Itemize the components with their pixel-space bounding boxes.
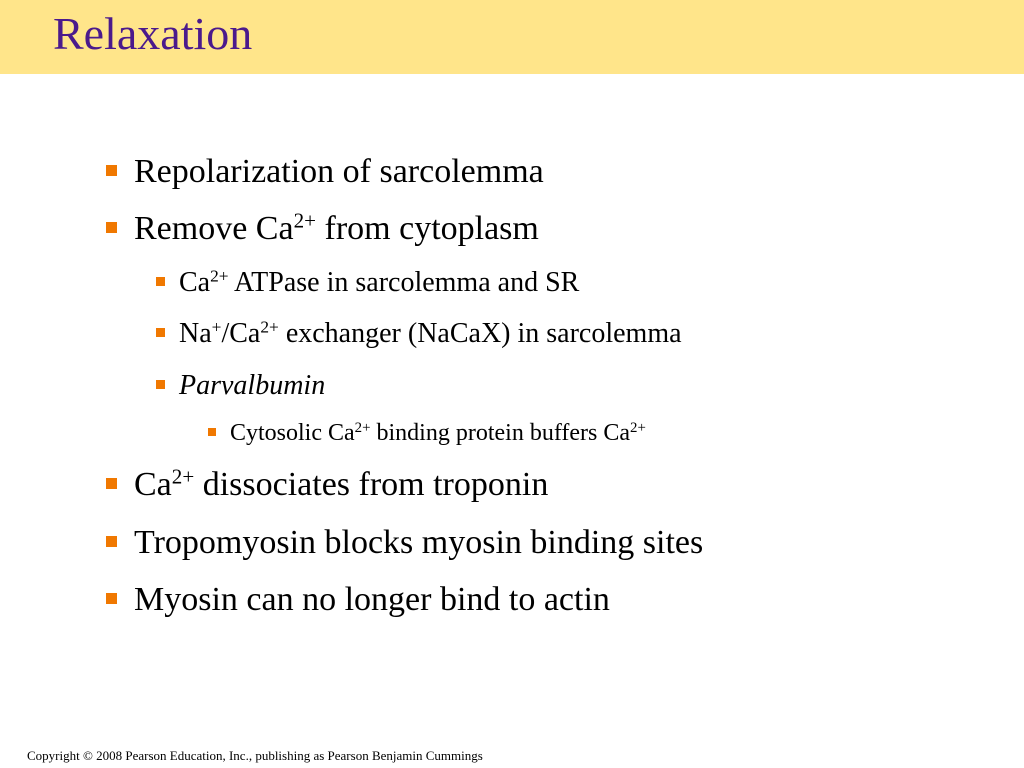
bullet-text-start: Remove Ca	[134, 210, 294, 247]
bullet-remove-calcium	[134, 208, 539, 247]
bullet-text-start: Cytosolic Ca	[230, 420, 355, 446]
superscript: 2+	[260, 317, 279, 337]
bullet-text: Tropomyosin blocks myosin binding sites	[134, 524, 704, 561]
square-bullet-icon	[156, 328, 165, 337]
bullet-repolarization	[134, 155, 544, 189]
copyright-footer: Copyright © 2008 Pearson Education, Inc., publishing as Pearson Benjamin Cummings	[27, 748, 483, 763]
superscript: 2+	[210, 266, 229, 286]
square-bullet-icon	[208, 428, 216, 436]
square-bullet-icon	[106, 536, 117, 547]
bullet-ca-atpase	[179, 266, 580, 298]
square-bullet-icon	[156, 277, 165, 286]
square-bullet-icon	[156, 380, 165, 389]
superscript: 2+	[171, 464, 195, 489]
slide-title: Relaxation	[53, 8, 253, 59]
superscript: 2+	[630, 419, 646, 436]
bullet-text-end: dissociates from troponin	[194, 466, 549, 503]
square-bullet-icon	[106, 478, 117, 489]
bullet-text: Parvalbumin	[179, 370, 326, 401]
bullet-nacax-exchanger	[179, 317, 682, 349]
superscript: 2+	[293, 208, 317, 233]
square-bullet-icon	[106, 222, 117, 233]
square-bullet-icon	[106, 593, 117, 604]
bullet-text-end: ATPase in sarcolemma and SR	[228, 267, 580, 298]
bullet-text-mid: binding protein buffers Ca	[370, 420, 631, 446]
bullet-text-start: Na	[179, 318, 212, 349]
bullet-text-end: exchanger (NaCaX) in sarcolemma	[278, 318, 682, 349]
bullet-cytosolic-buffer	[230, 421, 646, 445]
bullet-parvalbumin	[179, 372, 325, 400]
bullet-text-start: Ca	[179, 267, 211, 298]
superscript: 2+	[354, 419, 371, 436]
bullet-text-end: from cytoplasm	[316, 210, 539, 247]
bullet-text-start: Ca	[134, 466, 172, 503]
bullet-tropomyosin	[134, 526, 703, 560]
superscript: +	[211, 317, 222, 337]
bullet-text: Repolarization of sarcolemma	[134, 153, 544, 190]
bullet-text-mid: /Ca	[221, 318, 261, 349]
bullet-ca-dissociates	[134, 464, 549, 503]
square-bullet-icon	[106, 165, 117, 176]
bullet-text: Myosin can no longer bind to actin	[134, 581, 610, 618]
bullet-myosin-actin	[134, 583, 610, 617]
